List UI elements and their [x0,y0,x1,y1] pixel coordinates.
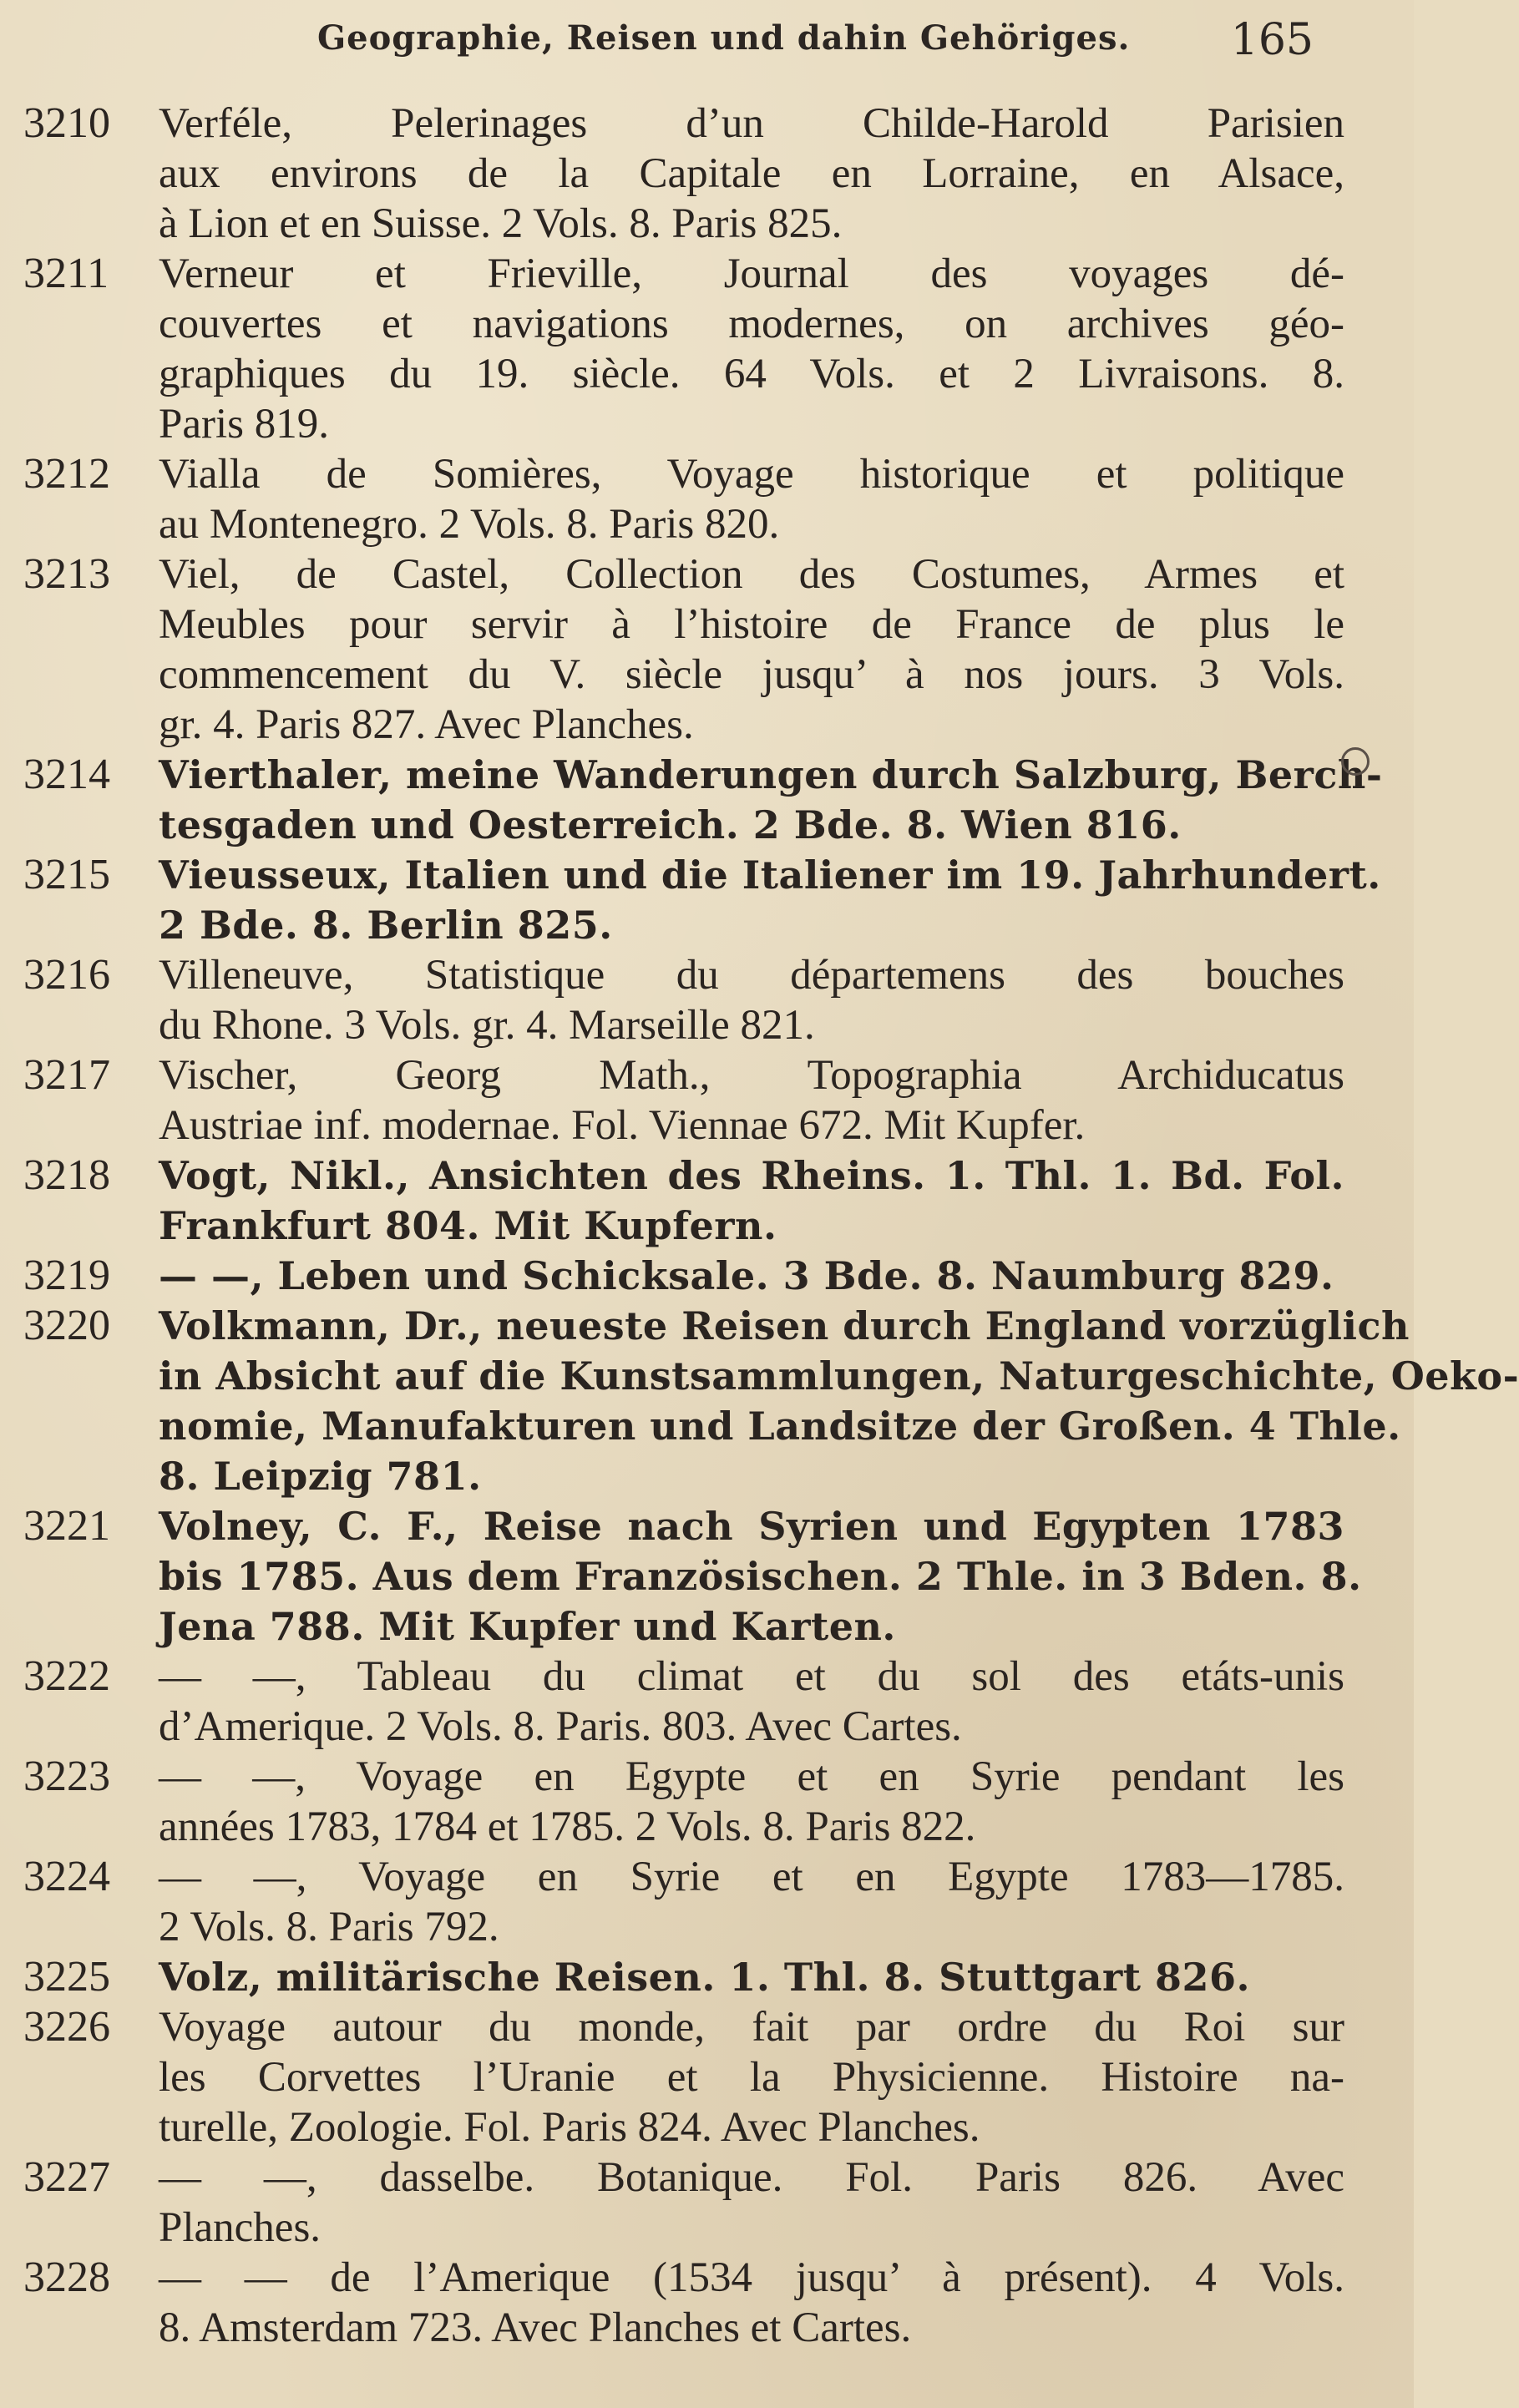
entry-line: Vogt, Nikl., Ansichten des Rheins. 1. Thl. 1. Bd. Fol. [159,1153,1344,1198]
entry-number: 3224 [23,1853,110,1900]
entry-text [159,549,1344,750]
catalog-entry [0,1952,1414,2002]
entry-line: Meubles pour servir à l’histoire de France de plus le [159,601,1344,648]
entry-line: — —, Tableau du climat et du sol des etáts-unis [159,1653,1344,1700]
entry-text [159,1852,1344,1952]
catalog-entry [0,1251,1414,1301]
entry-number: 3227 [23,2153,110,2201]
catalog-entry [0,1652,1414,1752]
entry-number: 3222 [23,1652,110,1700]
entry-text [159,850,1381,950]
entry-text [159,950,1344,1050]
entry-text [159,1251,1344,1301]
entry-line: — —, Voyage en Syrie et en Egypte 1783—1785. [159,1854,1344,1900]
catalog-entry [0,249,1414,449]
entry-line: Vialla de Somières, Voyage historique et politique [159,451,1344,498]
entry-line: Vischer, Georg Math., Topographia Archiducatus [159,1052,1344,1099]
entry-line: gr. 4. Paris 827. Avec Planches. [159,701,694,748]
entry-text [159,2153,1344,2253]
entry-text [159,1652,1344,1752]
entry-line: Voyage autour du monde, fait par ordre du Roi sur [159,2004,1344,2051]
entry-line: — —, Voyage en Egypte et en Syrie pendant les [159,1753,1344,1800]
catalog-entry [0,2002,1414,2153]
entry-number: 3214 [23,751,110,798]
entry-line: 2 Vols. 8. Paris 792. [159,1904,499,1950]
entry-number: 3210 [23,99,110,147]
entry-line: aux environs de la Capitale en Lorraine, en Alsace, [159,150,1344,197]
entry-line: d’Amerique. 2 Vols. 8. Paris. 803. Avec Cartes. [159,1703,962,1750]
entry-line: Villeneuve, Statistique du départemens des bouches [159,952,1344,999]
entry-line: commencement du V. siècle jusqu’ à nos jours. 3 Vols. [159,651,1344,698]
entry-line: les Corvettes l’Uranie et la Physicienne. Histoire na- [159,2054,1344,2101]
entry-number: 3228 [23,2254,110,2301]
entry-text [159,750,1383,850]
entry-text [159,1301,1519,1501]
entry-line: couvertes et navigations modernes, on archives géo- [159,301,1344,347]
entry-text [159,2002,1344,2153]
entry-number: 3217 [23,1051,110,1099]
entry-line: à Lion et en Suisse. 2 Vols. 8. Paris 825. [159,200,843,247]
entry-line: années 1783, 1784 et 1785. 2 Vols. 8. Paris 822. [159,1803,976,1850]
entry-line: Viel, de Castel, Collection des Costumes, Armes et [159,551,1344,598]
entry-line: 8. Leipzig 781. [159,1454,482,1499]
entry-line: Planches. [159,2204,322,2251]
entry-line: Verneur et Frieville, Journal des voyages dé- [159,250,1344,297]
entry-number: 3226 [23,2003,110,2051]
catalog-entry [0,2253,1414,2353]
entry-line: Paris 819. [159,401,329,448]
catalog-entry [0,850,1414,950]
entry-line: Jena 788. Mit Kupfer und Karten. [159,1604,896,1649]
entry-number: 3221 [23,1502,110,1550]
entry-line: Frankfurt 804. Mit Kupfern. [159,1203,777,1248]
entry-number: 3216 [23,951,110,999]
entry-text [159,249,1344,449]
entry-number: 3223 [23,1753,110,1800]
entry-text [159,1151,1344,1251]
catalog-entry [0,1050,1414,1151]
entry-line: Vieusseux, Italien und die Italiener im 19. Jahrhundert. [159,852,1381,898]
entry-line: 2 Bde. 8. Berlin 825. [159,903,613,948]
entry-line: — — de l’Amerique (1534 jusqu’ à présent). 4 Vols. [159,2254,1344,2301]
entry-line: du Rhone. 3 Vols. gr. 4. Marseille 821. [159,1002,815,1049]
entry-text [159,99,1344,249]
entry-text [159,1752,1344,1852]
entry-number: 3211 [23,250,109,297]
catalog-entry [0,99,1414,249]
entry-number: 3213 [23,550,110,598]
margin-circle-mark [1341,747,1370,776]
running-title: Geographie, Reisen und dahin Gehöriges. [317,18,1131,58]
catalog-entry [0,2153,1414,2253]
entry-line: bis 1785. Aus dem Französischen. 2 Thle. in 3 Bden. 8. [159,1554,1362,1599]
entry-line: — —, dasselbe. Botanique. Fol. Paris 826. Avec [159,2154,1344,2201]
entry-line: Austriae inf. modernae. Fol. Viennae 672. Mit Kupfer. [159,1102,1086,1149]
catalog-entry [0,1852,1414,1952]
entry-text [159,1952,1344,2002]
catalog-entry [0,1752,1414,1852]
entry-text [159,449,1344,549]
entry-number: 3215 [23,851,110,898]
catalog-entry [0,1151,1414,1251]
entry-line: turelle, Zoologie. Fol. Paris 824. Avec Planches. [159,2104,980,2151]
entry-text [159,2253,1344,2353]
catalog-entry [0,549,1414,750]
entry-number: 3218 [23,1151,110,1199]
catalog-entry [0,950,1414,1050]
entry-line: graphiques du 19. siècle. 64 Vols. et 2 Livraisons. 8. [159,351,1344,397]
catalog-entry [0,449,1414,549]
entry-line: in Absicht auf die Kunstsammlungen, Naturgeschichte, Oeko- [159,1353,1519,1399]
entry-line: tesgaden und Oesterreich. 2 Bde. 8. Wien 816. [159,802,1182,847]
entry-number: 3225 [23,1953,110,2001]
entry-line: nomie, Manufakturen und Landsitze der Großen. 4 Thle. [159,1404,1401,1449]
entry-line: Volney, C. F., Reise nach Syrien und Egypten 1783 [159,1504,1344,1549]
catalog-entries [0,99,1519,2353]
entry-number: 3212 [23,450,110,498]
entry-line: Vierthaler, meine Wanderungen durch Salzburg, Berch- [159,752,1383,797]
entry-text [159,1050,1344,1151]
entry-line: — —, Leben und Schicksale. 3 Bde. 8. Naumburg 829. [159,1253,1334,1298]
entry-text [159,1501,1362,1652]
entry-line: 8. Amsterdam 723. Avec Planches et Cartes. [159,2304,912,2351]
entry-number: 3219 [23,1252,110,1299]
entry-line: Volz, militärische Reisen. 1. Thl. 8. Stuttgart 826. [159,1955,1251,2000]
entry-line: au Montenegro. 2 Vols. 8. Paris 820. [159,501,780,548]
entry-number: 3220 [23,1302,110,1349]
entry-line: Volkmann, Dr., neueste Reisen durch England vorzüglich [159,1303,1410,1348]
page-number: 165 [1230,15,1314,65]
catalog-entry [0,1501,1414,1652]
catalog-entry [0,750,1414,850]
entry-line: Verféle, Pelerinages d’un Childe-Harold Parisien [159,100,1344,147]
page-header [0,12,1414,70]
catalog-entry [0,1301,1519,1501]
